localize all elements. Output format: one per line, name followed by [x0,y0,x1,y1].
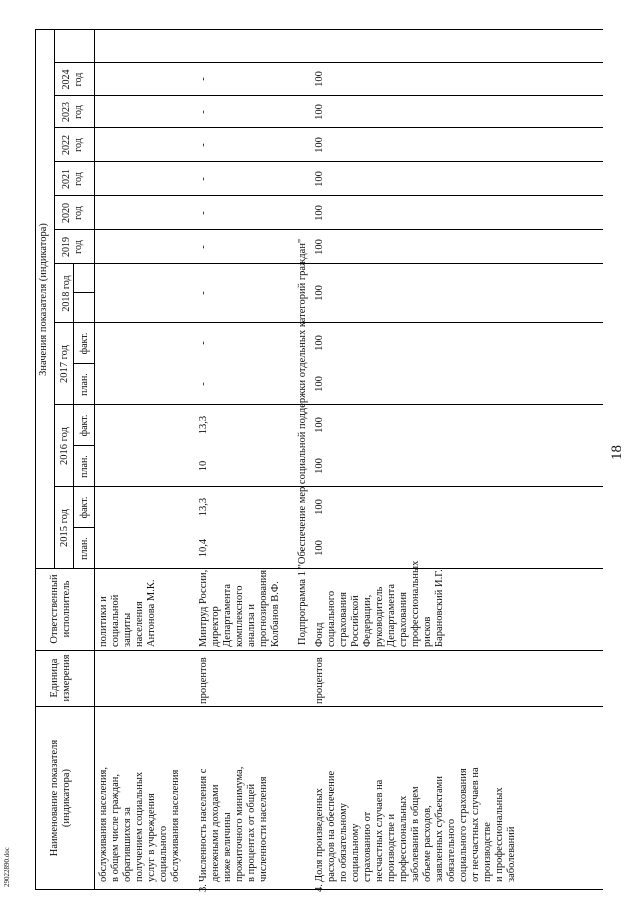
row-cont-name [98,708,182,882]
row3-value-2018: - [198,291,209,295]
row4-value-2022: 100 [314,137,325,153]
table-rule [73,292,94,293]
row3-value-2015-fact: 13,3 [198,497,209,517]
row3-number: 3. [198,884,209,892]
text-line: обслуживания населения [170,769,181,882]
text-line: Антонова М.К. [146,579,157,647]
text-line: социального страхования [458,768,469,882]
table-rule [54,322,603,323]
header-2018: 2018 год [61,275,72,312]
subprogram-title: Подпрограмма 1 "Обеспечение мер социальной поддержки отдельных категорий граждан" [297,238,308,645]
text-line: обратившихся за [122,807,133,882]
text-line: производстве и [386,813,397,882]
text-line: численности населения [258,776,269,882]
text-line: объеме расходов, [422,805,433,882]
text-line: Доля произведенных [314,788,325,882]
row3-value-2015-plan: 10,4 [198,538,209,558]
text-line: производстве [482,822,493,882]
table-rule [54,229,603,230]
table-rule [54,127,603,128]
text-line: услуг в учреждения [146,793,157,882]
row4-value-2016-plan: 100 [314,458,325,474]
row4-value-2017-fact: 100 [314,335,325,351]
header-2015: 2015 год [59,509,70,547]
text-line: в процентах от общей [246,783,257,882]
row3-value-2019: - [198,245,209,249]
row3-value-2020: - [198,211,209,215]
text-line: директор [210,606,221,647]
text-line: Российской [350,595,361,647]
row3-value-2024: - [198,77,209,81]
row4-value-2015-fact: 100 [314,499,325,515]
row3-value-2022: - [198,143,209,147]
text-line: по обязательному [338,802,349,882]
text-line: рисков [422,616,433,647]
table-rule [54,30,55,569]
text-line: профессиональных [410,560,421,647]
text-line: Департамента [386,583,397,647]
table-rule [35,650,603,651]
table-rule [73,264,74,569]
text-line: в общем числе граждан, [110,774,121,882]
text-line: несчастных случаев на [374,779,385,882]
text-line: обязательного [446,818,457,882]
table-rule [54,195,603,196]
header-2017: 2017 год [59,345,70,383]
header-responsible: Ответственный исполнитель [49,574,72,644]
header-fact: факт. [79,332,90,355]
row4-value-2024: 100 [314,71,325,87]
text-line: комплексного [234,585,245,647]
row4-number: 4. [314,884,325,892]
row4-value-2015-plan: 100 [314,540,325,556]
header-plan: план. [79,537,90,560]
text-line: социального [158,825,169,882]
row4-value-2023: 100 [314,104,325,120]
text-line: и профессиональных [494,787,505,882]
row4-value-2018: 100 [314,285,325,301]
text-line: Колбанов В.Ф. [270,581,281,647]
row3-responsible [198,569,282,647]
text-line: политики и [98,596,109,647]
text-line: Барановский И.Г. [434,569,445,647]
text-line: Департамента [222,583,233,647]
text-line: профессиональных [398,795,409,882]
header-plan: план. [79,373,90,396]
page-number: 18 [609,445,625,460]
table-border-top [35,30,36,890]
text-line: социальной защиты [110,594,133,647]
header-2022: 2022 год [61,135,84,155]
row3-value-2016-plan: 10 [198,460,209,472]
table-rule [54,95,603,96]
text-line: Федерации, [362,594,373,647]
text-line: Численность населения с [198,768,209,882]
header-name: Наименование показателя (индикатора) [49,739,72,857]
row4-responsible [314,560,446,647]
text-line: ниже величины [222,812,233,882]
text-line: расходов на обеспечение [326,770,337,882]
table-rule [35,706,603,707]
header-values-group: Значения показателя (индикатора) [38,223,49,376]
text-line: заболеваний в общем [410,786,421,882]
row3-value-2017-plan: - [198,382,209,386]
table-rule [54,486,603,487]
header-2021: 2021 год [61,169,84,189]
table-border-right [35,29,603,30]
row3-value-2017-fact: - [198,341,209,345]
row3-value-2021: - [198,177,209,181]
row4-name [314,708,518,882]
header-2024: 2024 год [61,69,84,90]
row3-name [198,708,270,882]
text-line: населения [134,601,145,647]
file-name: 29022890.doc [3,847,11,887]
text-line: получением социальных [134,771,145,882]
row3-value-2016-fact: 13,3 [198,415,209,435]
header-unit: Единица измерения [49,654,72,702]
text-line: Минтруд России, [198,569,209,647]
text-line: страхования [338,592,349,647]
row3-value-2023: - [198,110,209,114]
header-2016: 2016 год [59,427,70,465]
text-line: заявленных субъектами [434,776,445,882]
text-line: от несчастных случаев на [470,767,481,882]
header-2020: 2020 год [61,203,84,223]
text-line: денежными доходами [210,784,221,882]
header-2019: 2019 год [61,237,84,257]
indicators-table [35,30,603,890]
text-line: руководитель [374,586,385,647]
text-line: страхования [398,592,409,647]
table-rule [54,404,603,405]
table-rule [54,263,603,264]
row-cont-responsible [98,569,158,647]
text-line: социальному [350,823,361,882]
row4-value-2016-fact: 100 [314,417,325,433]
table-rule [54,62,603,63]
text-line: обслуживания населения, [98,767,109,882]
row4-value-2017-plan: 100 [314,376,325,392]
text-line: анализа и [246,604,257,647]
text-line: заболеваний [506,826,517,882]
row3-unit: процентов [198,657,209,704]
text-line: прожиточного минимума, [234,766,245,882]
header-plan: план. [79,455,90,478]
row4-value-2019: 100 [314,239,325,255]
text-line: страхованию от [362,811,373,882]
header-fact: факт. [79,496,90,519]
table-rule-header-bottom [94,30,95,890]
row4-value-2021: 100 [314,171,325,187]
header-fact: факт. [79,414,90,437]
header-2023: 2023 год [61,102,84,122]
text-line: Фонд социального [314,590,337,647]
table-rule [54,161,603,162]
row4-value-2020: 100 [314,205,325,221]
row4-unit: процентов [314,657,325,704]
text-line: прогнозирования [258,569,269,647]
